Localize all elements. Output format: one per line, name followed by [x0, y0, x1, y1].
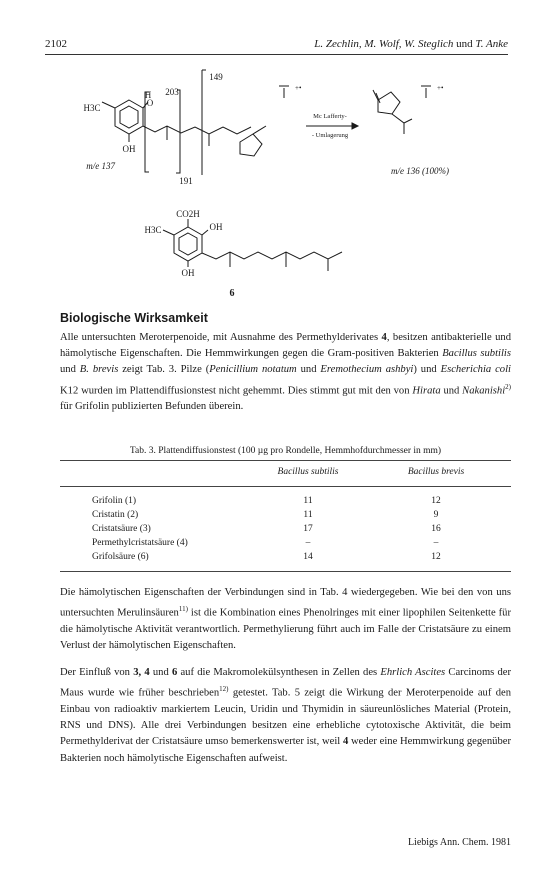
label-h3c: H3C — [83, 103, 101, 113]
p1-text-8: und — [443, 385, 460, 397]
p1-species-1: Bacillus subtilis — [442, 348, 511, 360]
table-row — [60, 538, 511, 552]
header-rule — [45, 54, 508, 55]
p2-text-1: Die hämolytischen Eigenschaften der Verbindungen sind in Tab. 4 wiedergegeben. Wie bei den von uns untersuchten Merulinsäuren — [60, 587, 511, 619]
p1-species-2: B. brevis — [79, 364, 119, 376]
ion-charge-2: +• — [437, 84, 444, 92]
table-row — [60, 510, 511, 524]
p1-species-4: Eremothecium ashbyi — [320, 364, 414, 376]
row-name: Cristatsäure (3) — [92, 524, 151, 534]
row-value-brevis: 12 — [431, 552, 441, 562]
arrow-label-top: Mc Lafferty- — [313, 113, 347, 120]
row-value-brevis: 12 — [431, 496, 441, 506]
table-header-rule — [60, 486, 511, 487]
section-title: Biologische Wirksamkeit — [60, 311, 208, 325]
row-value-subtilis: 17 — [303, 524, 313, 534]
product-mz-label: m/e 136 (100%) — [391, 166, 449, 176]
column-header-subtilis: Bacillus subtilis — [277, 467, 339, 477]
journal-footer: Liebigs Ann. Chem. 1981 — [407, 837, 511, 848]
furan-ring-1 — [240, 134, 262, 156]
row-name: Grifolin (1) — [92, 496, 137, 506]
p1-text-4: zeigt Tab. 3. Pilze ( — [122, 364, 210, 376]
chemical-structures-figure — [0, 60, 552, 310]
p2-text-2: ist die Kombination eines Phenolringes mit einer lipophilen Seitenkette für die hämolytische Aktivität verantwortlich. Permethylierung führt auch im Falle der Cristatsäure zu einem Verlust der hämolytischen Eigenschaften. — [60, 607, 511, 652]
table-row — [60, 496, 511, 510]
p3-text-3: auf die Makromolekülsynthesen in Zellen des — [180, 667, 378, 678]
p3-text-5: getestet. Tab. 5 zeigt die Wirkung der Meroterpenoide auf den Einbau von radioaktiv markiertem Leucin, Uridin und Thymidin in säureunlösliches Material (Protein, RNS und DNS). Alle drei Verbindungen besitzen eine erhebliche cytotoxische Aktivität, die beim Permethylderivat der Cristatsäure umso bemerkenswerter ist, weil — [60, 687, 511, 748]
row-value-brevis: 9 — [433, 510, 439, 520]
p3-text-6: weder eine Hemmwirkung gegenüber Bakterien noch hämolytische Eigenschaften aufweist. — [60, 736, 511, 764]
benzene-ring-1 — [115, 100, 143, 134]
grifolic-acid-structure — [163, 219, 342, 271]
label-h: H — [144, 90, 152, 100]
running-head-authors — [314, 38, 508, 50]
table-row — [60, 524, 511, 538]
p1-text-3: und — [60, 364, 76, 376]
fragment-137: m/e 137 — [86, 161, 115, 171]
table-row — [60, 552, 511, 566]
label-oh-top: OH — [209, 222, 223, 232]
p2-reference: 11) — [178, 605, 188, 614]
ion-charge-1: +• — [295, 84, 302, 92]
p3-compounds-3-4: 3, 4 — [133, 667, 150, 678]
label-oh: OH — [122, 144, 136, 154]
p1-text-2: , besitzen antibakterielle und hämolytische Eigenschaften. Die Hemmwirkungen gegen die Gram-positiven Bakterien — [60, 332, 511, 360]
p1-species-3: Penicillium notatum — [209, 364, 297, 376]
row-value-subtilis: 14 — [303, 552, 313, 562]
p1-text-5: und — [300, 364, 317, 376]
p1-species-5: Escherichia coli — [440, 364, 511, 376]
paragraph-2 — [60, 585, 511, 654]
table-caption: Tab. 3. Plattendiffusionstest (100 µg pro Rondelle, Hemmhofdurchmesser in mm) — [129, 446, 442, 456]
p3-ehrlich-ascites: Ehrlich Ascites — [380, 667, 446, 678]
paragraph-3 — [60, 665, 511, 767]
p1-reference: 2) — [505, 382, 511, 391]
p3-reference: 12) — [219, 685, 229, 694]
fragment-203: 203 — [165, 87, 179, 97]
label-o: O — [146, 98, 154, 108]
fragment-149: 149 — [209, 72, 223, 82]
p1-author-2: Nakanishi — [462, 385, 506, 397]
grifolin-fragment-structure — [102, 70, 431, 175]
row-value-subtilis: 11 — [303, 496, 313, 506]
row-value-brevis: 16 — [431, 524, 441, 534]
p1-text-6: ) und — [413, 364, 437, 376]
row-name: Cristatin (2) — [92, 510, 139, 520]
and-text: und — [456, 38, 473, 50]
table-bottom-rule — [60, 571, 511, 572]
label-oh-bottom: OH — [181, 268, 195, 278]
row-name: Grifolsäure (6) — [92, 552, 149, 562]
p1-author-1: Hirata — [412, 385, 441, 397]
p1-text-9: für Grifolin publizierten Befunden überein. — [60, 401, 244, 413]
label-h3c-2: H3C — [144, 225, 162, 235]
page-number: 2102 — [45, 38, 67, 50]
table-top-rule — [60, 460, 511, 461]
label-co2h: CO2H — [176, 209, 200, 219]
authors-text: L. Zechlin, M. Wolf, W. Steglich — [314, 38, 454, 50]
p1-text-7: K12 wurden im Plattendiffusionstest nicht gehemmt. Dies stimmt gut mit den von — [60, 385, 410, 397]
row-name: Permethylcristatsäure (4) — [92, 538, 188, 548]
page-header — [45, 38, 508, 56]
p3-text-2: und — [152, 667, 169, 678]
benzene-ring-2-inner — [179, 233, 197, 255]
fragment-191: 191 — [179, 176, 193, 186]
last-author: T. Anke — [475, 38, 508, 50]
row-value-brevis: – — [433, 538, 439, 548]
row-value-subtilis: 11 — [303, 510, 313, 520]
p1-compound-4: 4 — [381, 332, 387, 343]
row-value-subtilis: – — [305, 538, 311, 548]
p1-text-1: Alle untersuchten Meroterpenoide, mit Ausnahme des Permethylderivates — [60, 332, 379, 343]
column-header-brevis: Bacillus brevis — [407, 467, 465, 477]
compound-number: 6 — [229, 288, 235, 299]
benzene-ring-2 — [174, 227, 202, 261]
p3-text-1: Der Einfluß von — [60, 667, 130, 678]
p3-text-4: Carcinoms der Maus wurde wie früher beschrieben — [60, 667, 512, 699]
furan-ring-2 — [378, 92, 400, 114]
p3-compound-4: 4 — [342, 736, 349, 748]
paragraph-1 — [60, 330, 511, 416]
p3-compound-6: 6 — [171, 667, 178, 678]
benzene-ring-1-inner — [120, 106, 138, 128]
arrow-label-bottom: - Umlagerung — [311, 132, 349, 139]
